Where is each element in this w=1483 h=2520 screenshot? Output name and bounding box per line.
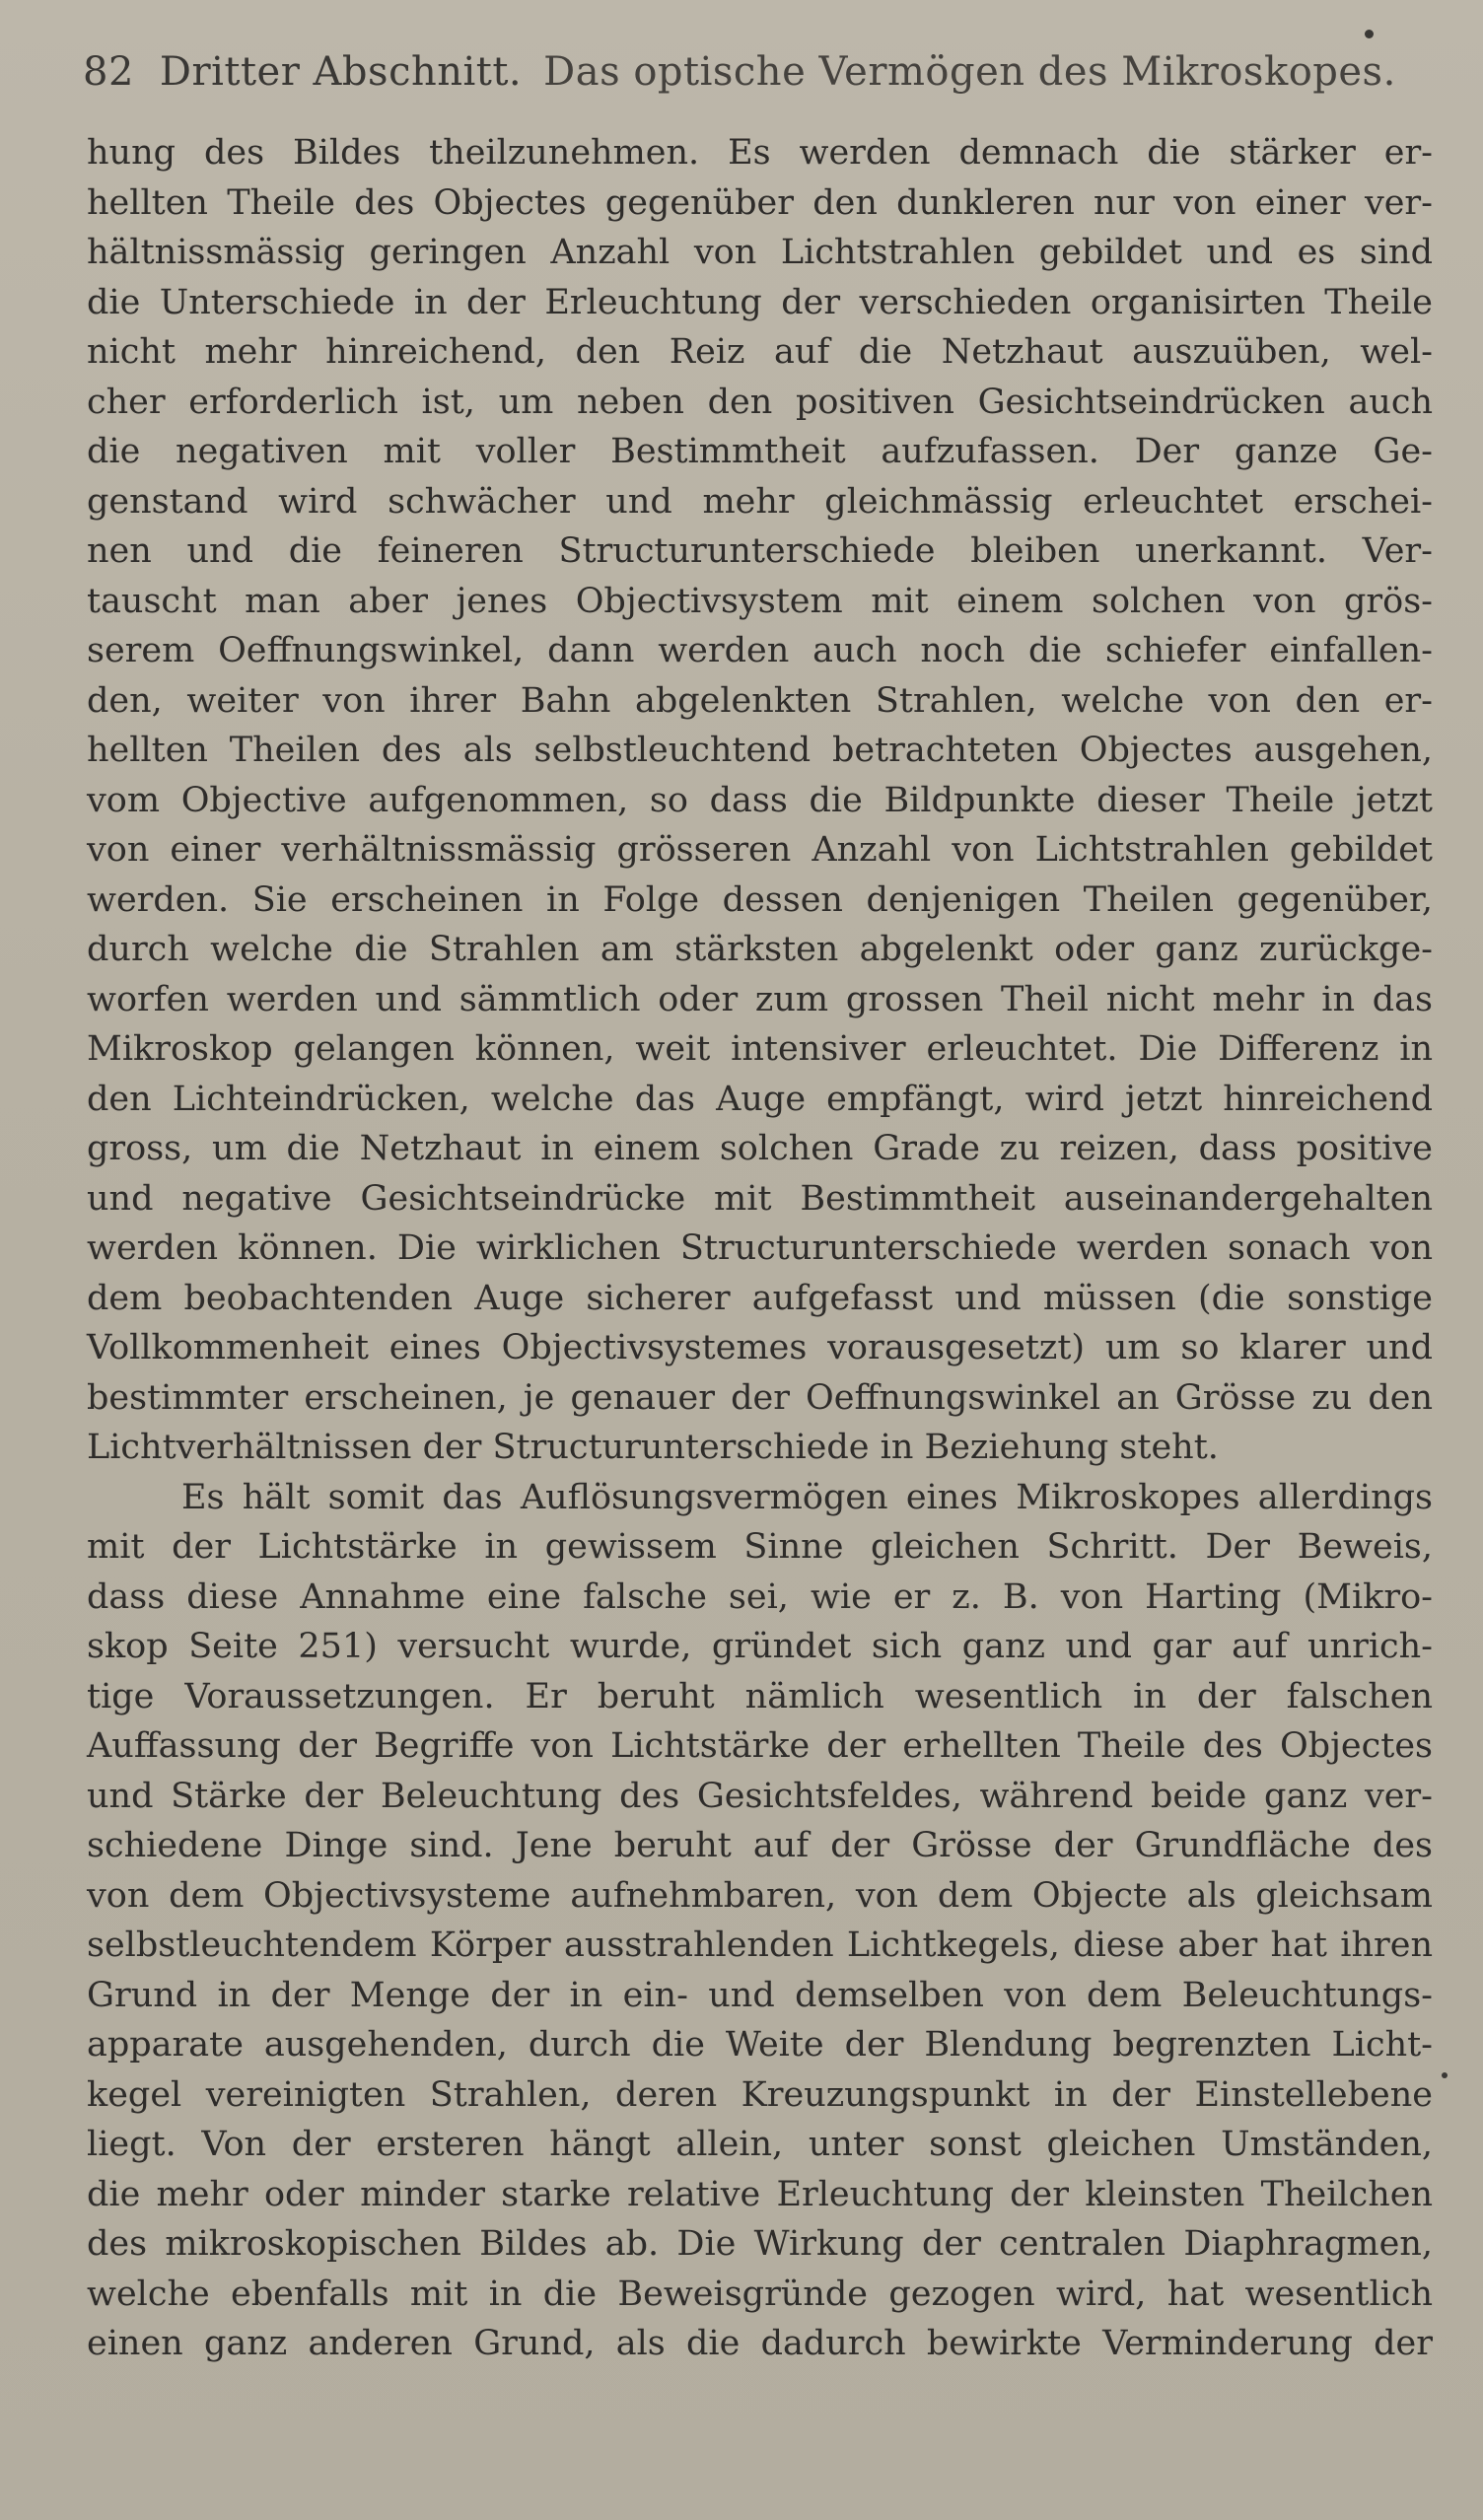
text-line: tauscht man aber jenes Objectivsystem mit einem solchen von grös- [87,581,1433,621]
text-line: Mikroskop gelangen können, weit intensiver erleuchtet. Die Differenz in [87,1029,1433,1069]
chapter-label: Dritter Abschnitt. [159,49,523,95]
text-line: hellten Theile des Objectes gegenüber den dunkleren nur von einer ver- [87,182,1433,223]
text-line: serem Oeffnungswinkel, dann werden auch noch die schiefer einfallen- [87,631,1433,670]
text-line: apparate ausgehenden, durch die Weite der Blendung begrenzten Licht- [87,2025,1433,2065]
text-line: genstand wird schwächer und mehr gleichmässig erleuchtet erschei- [87,481,1433,522]
text-line: mit der Lichtstärke in gewissem Sinne gleichen Schritt. Der Beweis, [87,1527,1433,1567]
text-line: dass diese Annahme eine falsche sei, wie er z. B. von Harting (Mikro- [87,1576,1433,1617]
text-line: und negative Gesichtseindrücke mit Bestimmtheit auseinandergehalten [87,1178,1433,1219]
text-line: liegt. Von der ersteren hängt allein, unter sonst gleichen Umständen, [87,2125,1433,2164]
print-speck [1442,2072,1448,2078]
text-line: den, weiter von ihrer Bahn abgelenkten Strahlen, welche von den er- [87,680,1433,721]
text-line: gross, um die Netzhaut in einem solchen Grade zu reizen, dass positive [87,1129,1433,1168]
page-number: 82 [83,49,134,95]
text-line: tige Voraussetzungen. Er beruht nämlich wesentlich in der falschen [87,1676,1433,1716]
text-line: werden. Sie erscheinen in Folge dessen denjenigen Theilen gegenüber, [87,879,1433,920]
text-line: bestimmter erscheinen, je genauer der Oeffnungswinkel an Grösse zu den [87,1377,1433,1418]
text-line: werden können. Die wirklichen Structurunterschiede werden sonach von [87,1228,1433,1268]
text-line: schiedene Dinge sind. Jene beruht auf der Grösse der Grundfläche des [87,1826,1433,1865]
text-line: und Stärke der Beleuchtung des Gesichtsfeldes, während beide ganz ver- [87,1776,1433,1816]
text-line: Vollkommenheit eines Objectivsystemes vorausgesetzt) um so klarer und [87,1328,1433,1367]
text-line: Auffassung der Begriffe von Lichtstärke der erhellten Theile des Objectes [87,1726,1433,1766]
text-line: die mehr oder minder starke relative Erleuchtung der kleinsten Theilchen [87,2174,1433,2214]
text-line: von dem Objectivsysteme aufnehmbaren, von dem Objecte als gleichsam [87,1875,1433,1916]
text-line: kegel vereinigten Strahlen, deren Kreuzungspunkt in der Einstellebene [87,2074,1433,2115]
text-line: nen und die feineren Structurunterschiede bleiben unerkannt. Ver- [87,531,1433,571]
text-line: den Lichteindrücken, welche das Auge empfängt, wird jetzt hinreichend [87,1079,1433,1119]
text-line: cher erforderlich ist, um neben den positiven Gesichtseindrücken auch [87,382,1433,422]
text-line: Lichtverhältnissen der Structurunterschiede in Beziehung steht. [87,1428,1219,1467]
text-line: die negativen mit voller Bestimmtheit aufzufassen. Der ganze Ge- [87,432,1433,471]
text-line: hellten Theilen des als selbstleuchtend betrachteten Objectes ausgehen, [87,731,1433,770]
text-line: Es hält somit das Auflösungsvermögen eines Mikroskopes allerdings [181,1477,1433,1517]
text-line: welche ebenfalls mit in die Beweisgründe gezogen wird, hat wesentlich [87,2274,1433,2314]
text-line: nicht mehr hinreichend, den Reiz auf die Netzhaut auszuüben, wel- [87,332,1433,372]
text-line: hung des Bildes theilzunehmen. Es werden demnach die stärker er- [87,133,1433,173]
text-line: hältnissmässig geringen Anzahl von Lichtstrahlen gebildet und es sind [87,233,1433,272]
text-line: die Unterschiede in der Erleuchtung der verschieden organisirten Theile [87,282,1433,322]
running-head [83,49,1404,108]
body-text [87,128,1433,2369]
text-line: vom Objective aufgenommen, so dass die Bildpunkte dieser Theile jetzt [87,780,1433,820]
text-line: des mikroskopischen Bildes ab. Die Wirkung der centralen Diaphragmen, [87,2224,1433,2264]
text-line: selbstleuchtendem Körper ausstrahlenden Lichtkegels, diese aber hat ihren [87,1925,1433,1965]
section-title: Das optische Vermögen des Mikroskopes. [543,49,1396,95]
text-line: einen ganz anderen Grund, als die dadurch bewirkte Verminderung der [87,2324,1433,2363]
text-line: Grund in der Menge der in ein- und demselben von dem Beleuchtungs- [87,1975,1433,2015]
print-speck [1365,30,1374,38]
text-line: von einer verhältnissmässig grösseren Anzahl von Lichtstrahlen gebildet [87,830,1433,870]
text-line: skop Seite 251) versucht wurde, gründet sich ganz und gar auf unrich- [87,1627,1433,1666]
text-line: worfen werden und sämmtlich oder zum grossen Theil nicht mehr in das [87,979,1433,1019]
text-line: dem beobachtenden Auge sicherer aufgefasst und müssen (die sonstige [87,1278,1433,1318]
text-line: durch welche die Strahlen am stärksten abgelenkt oder ganz zurückge- [87,930,1433,969]
